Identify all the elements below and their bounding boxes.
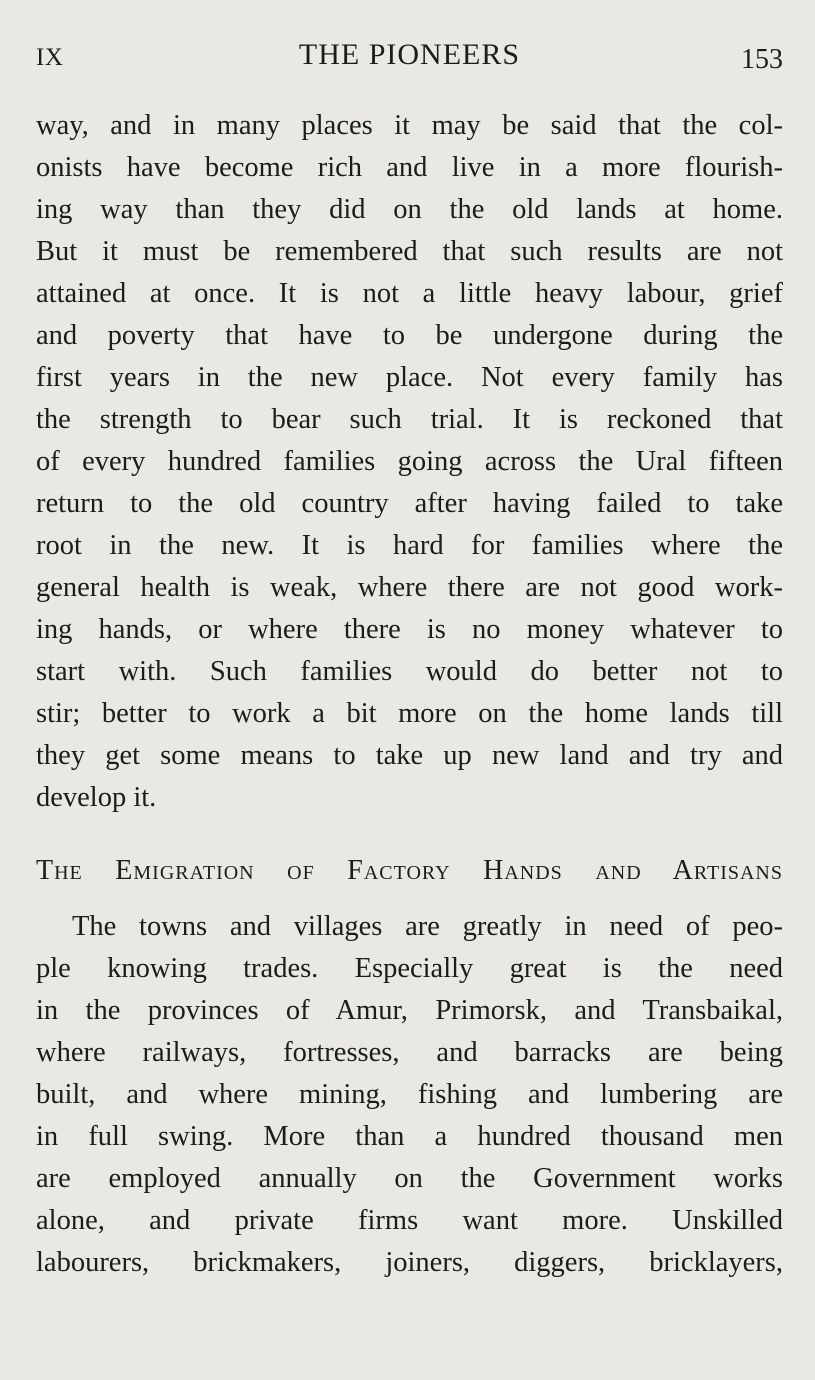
text-line: onists have become rich and live in a more flourish- [36, 152, 783, 183]
text-line: But it must be remembered that such results are not [36, 236, 783, 267]
paragraph-1 [36, 105, 783, 819]
page-number: 153 [741, 44, 783, 75]
text-line: of every hundred families going across the Ural fifteen [36, 446, 783, 477]
chapter-number: IX [36, 44, 64, 71]
text-line: ing hands, or where there is no money whatever to [36, 614, 783, 645]
text-line: in full swing. More than a hundred thousand men [36, 1121, 783, 1152]
text-line: where railways, fortresses, and barracks are being [36, 1037, 783, 1068]
text-line: they get some means to take up new land and try and [36, 740, 783, 771]
text-line: start with. Such families would do better not to [36, 656, 783, 687]
text-line: built, and where mining, fishing and lumbering are [36, 1079, 783, 1110]
text-line: way, and in many places it may be said that the col- [36, 110, 783, 141]
text-line: alone, and private firms want more. Unskilled [36, 1205, 783, 1236]
text-line: root in the new. It is hard for families where the [36, 530, 783, 561]
text-line: and poverty that have to be undergone during the [36, 320, 783, 351]
running-head [36, 38, 783, 78]
text-line: in the provinces of Amur, Primorsk, and Transbaikal, [36, 995, 783, 1026]
text-line: The towns and villages are greatly in need of peo- [72, 911, 783, 942]
running-title: THE PIONEERS [298, 38, 521, 71]
text-line: return to the old country after having failed to take [36, 488, 783, 519]
text-line: stir; better to work a bit more on the home lands till [36, 698, 783, 729]
text-line: ple knowing trades. Especially great is the need [36, 953, 783, 984]
text-line: attained at once. It is not a little heavy labour, grief [36, 278, 783, 309]
text-line: ing way than they did on the old lands at home. [36, 194, 783, 225]
text-line: the strength to bear such trial. It is reckoned that [36, 404, 783, 435]
text-line: general health is weak, where there are not good work- [36, 572, 783, 603]
text-line: develop it. [36, 782, 157, 813]
text-line: first years in the new place. Not every family has [36, 362, 783, 393]
text-line: are employed annually on the Government works [36, 1163, 783, 1194]
text-line: labourers, brickmakers, joiners, diggers, bricklayers, [36, 1247, 783, 1278]
paragraph-2 [36, 906, 783, 1284]
section-heading: The Emigration of Factory Hands and Artisans [36, 855, 783, 886]
